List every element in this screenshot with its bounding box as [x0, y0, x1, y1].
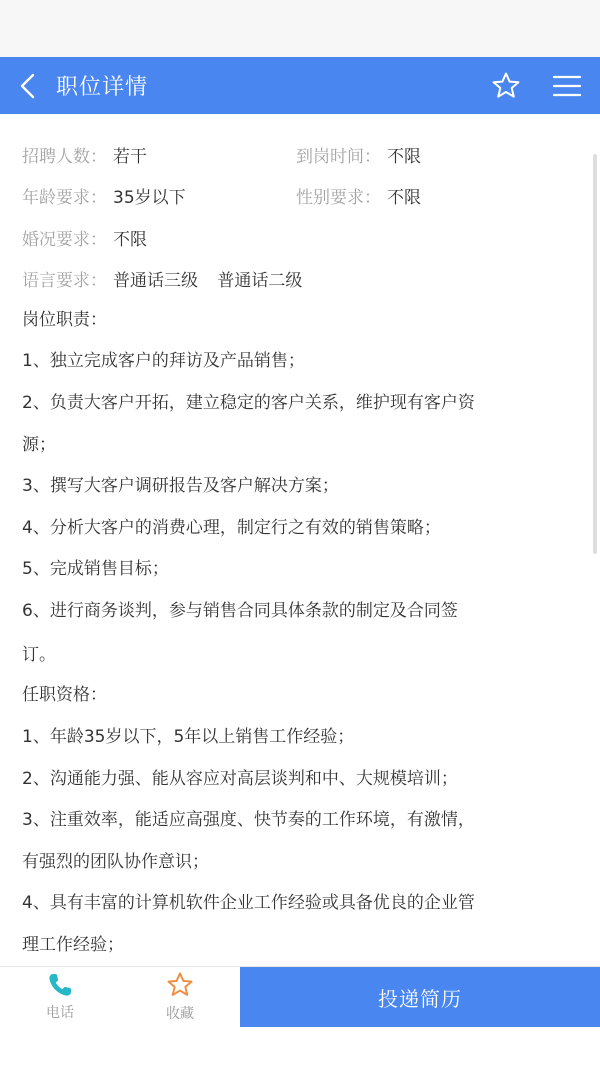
- language-label: 语言要求：: [22, 270, 107, 291]
- section-heading-duties: 岗位职责：: [22, 310, 107, 330]
- recruit-count-label: 招聘人数：: [22, 146, 107, 167]
- age-label: 年龄要求：: [22, 187, 107, 208]
- bottom-action-bar: [0, 966, 600, 1026]
- description-line: 1、独立完成客户的拜访及产品销售；: [22, 351, 305, 371]
- info-row-marital: [22, 222, 147, 252]
- status-bar: [0, 0, 600, 57]
- description-line: 6、进行商务谈判，参与销售合同具体条款的制定及合同签: [22, 601, 458, 621]
- age-requirement: [22, 183, 296, 208]
- description-line: 有强烈的团队协作意识；: [22, 852, 209, 872]
- info-row-age: [22, 180, 421, 210]
- marital-value: 不限: [113, 229, 147, 250]
- app-header: [0, 57, 600, 114]
- description-line: 2、负责大客户开拓，建立稳定的客户关系，维护现有客户资: [22, 393, 475, 413]
- star-outline-icon: [166, 971, 194, 999]
- phone-icon: [47, 972, 73, 998]
- recruit-count-value: 若干: [113, 146, 147, 167]
- description-line: 理工作经验；: [22, 935, 124, 955]
- submit-resume-button[interactable]: 投递简历: [240, 967, 600, 1027]
- marital-label: 婚况要求：: [22, 229, 107, 250]
- job-detail-content[interactable]: [0, 114, 600, 966]
- menu-button[interactable]: [534, 57, 600, 114]
- age-value: 35岁以下: [113, 187, 186, 208]
- section-heading-qualifications: 任职资格：: [22, 685, 107, 705]
- favorite-header-button[interactable]: [478, 57, 534, 114]
- language-value: 普通话三级: [113, 270, 198, 291]
- info-row-language: [22, 263, 316, 293]
- description-line: 4、具有丰富的计算机软件企业工作经验或具备优良的企业管: [22, 893, 475, 913]
- description-line: 3、注重效率，能适应高强度、快节奏的工作环境，有激情，: [22, 810, 475, 830]
- description-line: 2、沟通能力强、能从容应对高层谈判和中、大规模培训；: [22, 769, 458, 789]
- arrival-time-value: 不限: [387, 146, 421, 167]
- favorite-label: 收藏: [166, 1006, 194, 1022]
- info-row-recruit: [22, 139, 421, 169]
- bottom-spacer: [0, 1027, 600, 1067]
- language-requirement: [22, 266, 316, 291]
- recruit-count: [22, 142, 296, 167]
- back-arrow-icon: [18, 73, 38, 99]
- phone-button[interactable]: [0, 967, 120, 1027]
- language-value: 普通话二级: [217, 270, 303, 291]
- menu-icon: [553, 75, 581, 97]
- marital-requirement: [22, 225, 147, 250]
- scrollbar[interactable]: [593, 154, 597, 554]
- description-line: 源；: [22, 435, 56, 455]
- description-line: 5、完成销售目标；: [22, 559, 169, 579]
- description-line: 订。: [22, 645, 56, 665]
- gender-label: 性别要求：: [296, 187, 381, 208]
- star-icon: [491, 71, 521, 101]
- phone-label: 电话: [46, 1005, 74, 1021]
- arrival-time-label: 到岗时间：: [296, 146, 381, 167]
- page-title: 职位详情: [56, 75, 149, 100]
- gender-value: 不限: [387, 187, 421, 208]
- favorite-button[interactable]: [120, 967, 240, 1027]
- description-line: 1、年龄35岁以下，5年以上销售工作经验；: [22, 727, 355, 747]
- back-button[interactable]: [0, 57, 56, 114]
- description-line: 3、撰写大客户调研报告及客户解决方案；: [22, 476, 339, 496]
- arrival-time: [296, 142, 421, 167]
- description-line: 4、分析大客户的消费心理，制定行之有效的销售策略；: [22, 518, 441, 538]
- gender-requirement: [296, 183, 421, 208]
